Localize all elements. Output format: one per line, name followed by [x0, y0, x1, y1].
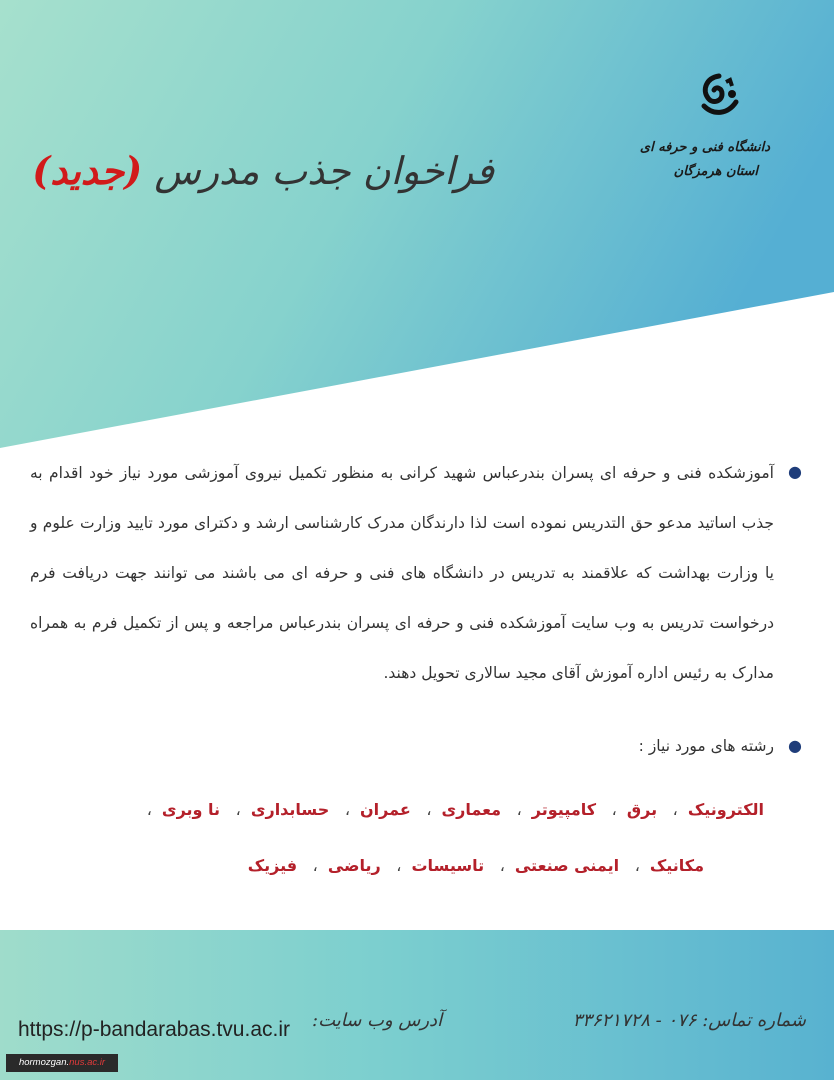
field-item: حسابداری: [250, 800, 330, 819]
field-item: الکترونیک: [687, 800, 764, 819]
field-item: برق: [626, 800, 658, 819]
separator: ،: [312, 856, 318, 875]
separator: ،: [611, 800, 617, 819]
field-item: نا وبری: [161, 800, 221, 819]
separator: ،: [396, 856, 402, 875]
fields-list: [30, 782, 774, 894]
logo-province-name: استان هرمزگان: [673, 164, 758, 179]
field-item: مکانیک: [649, 856, 704, 875]
fields-row-1: [30, 782, 764, 838]
footer-band: [0, 930, 834, 1080]
field-item: معماری: [441, 800, 502, 819]
contact-info: [573, 1010, 806, 1031]
separator: ،: [426, 800, 432, 819]
bullet-icon: ●: [788, 462, 802, 481]
field-item: کامپیوتر: [531, 800, 597, 819]
separator: ،: [634, 856, 640, 875]
fields-heading: [30, 734, 802, 758]
university-emblem-icon: [696, 72, 742, 120]
page-title: [32, 148, 494, 193]
watermark-domain: hormozgan.: [18, 1057, 70, 1068]
separator: ،: [235, 800, 241, 819]
source-watermark: [6, 1054, 118, 1072]
fields-heading-text: رشته های مورد نیاز :: [638, 737, 774, 755]
fields-row-2: [30, 838, 764, 894]
field-item: ایمنی صنعتی: [514, 856, 620, 875]
field-item: ریاضی: [327, 856, 381, 875]
contact-label: شماره تماس:: [702, 1010, 806, 1031]
separator: ،: [672, 800, 678, 819]
separator: ،: [146, 800, 152, 819]
contact-number: ۰۷۶ - ۳۳۶۲۱۷۲۸: [572, 1010, 697, 1031]
header-background: [0, 0, 834, 460]
separator: ،: [516, 800, 522, 819]
separator: ،: [344, 800, 350, 819]
logo-university-name: دانشگاه فنی و حرفه ای: [639, 140, 770, 155]
title-main: فراخوان جذب مدرس: [154, 149, 494, 193]
website-link[interactable]: https://p-bandarabas.tvu.ac.ir: [18, 1018, 290, 1041]
watermark-suffix: nus.ac.ir: [69, 1057, 106, 1068]
university-logo: [639, 72, 800, 202]
field-item: تاسیسات: [411, 856, 485, 875]
bullet-icon: ●: [788, 736, 802, 755]
title-new-badge: (جدید): [32, 148, 143, 193]
announcement-body: [30, 448, 802, 894]
field-item: عمران: [360, 800, 411, 819]
website-label: آدرس وب سایت:: [312, 1010, 443, 1031]
field-item: فیزیک: [247, 856, 298, 875]
announcement-paragraph: آموزشکده فنی و حرفه ای پسران بندرعباس شهید کرانی به منظور تکمیل نیروی آموزشی مورد نیاز خود اقدام به جذب اساتید مدعو حق التدریس نموده است لذا دارندگان مدرک کارشناسی ارشد و دکترای مورد تایید وزارت علوم و یا وزارت بهداشت که علاقمند به تدریس در دانشگاه های فنی و حرفه ای می باشند می توانند جهت دریافت فرم درخواست تدریس به وب سایت آموزشکده فنی و حرفه ای پسران بندرعباس مراجعه و پس از تکمیل فرم به همراه مدارک به رئیس اداره آموزش آقای مجید سالاری تحویل دهند.: [30, 464, 774, 682]
separator: ،: [499, 856, 505, 875]
